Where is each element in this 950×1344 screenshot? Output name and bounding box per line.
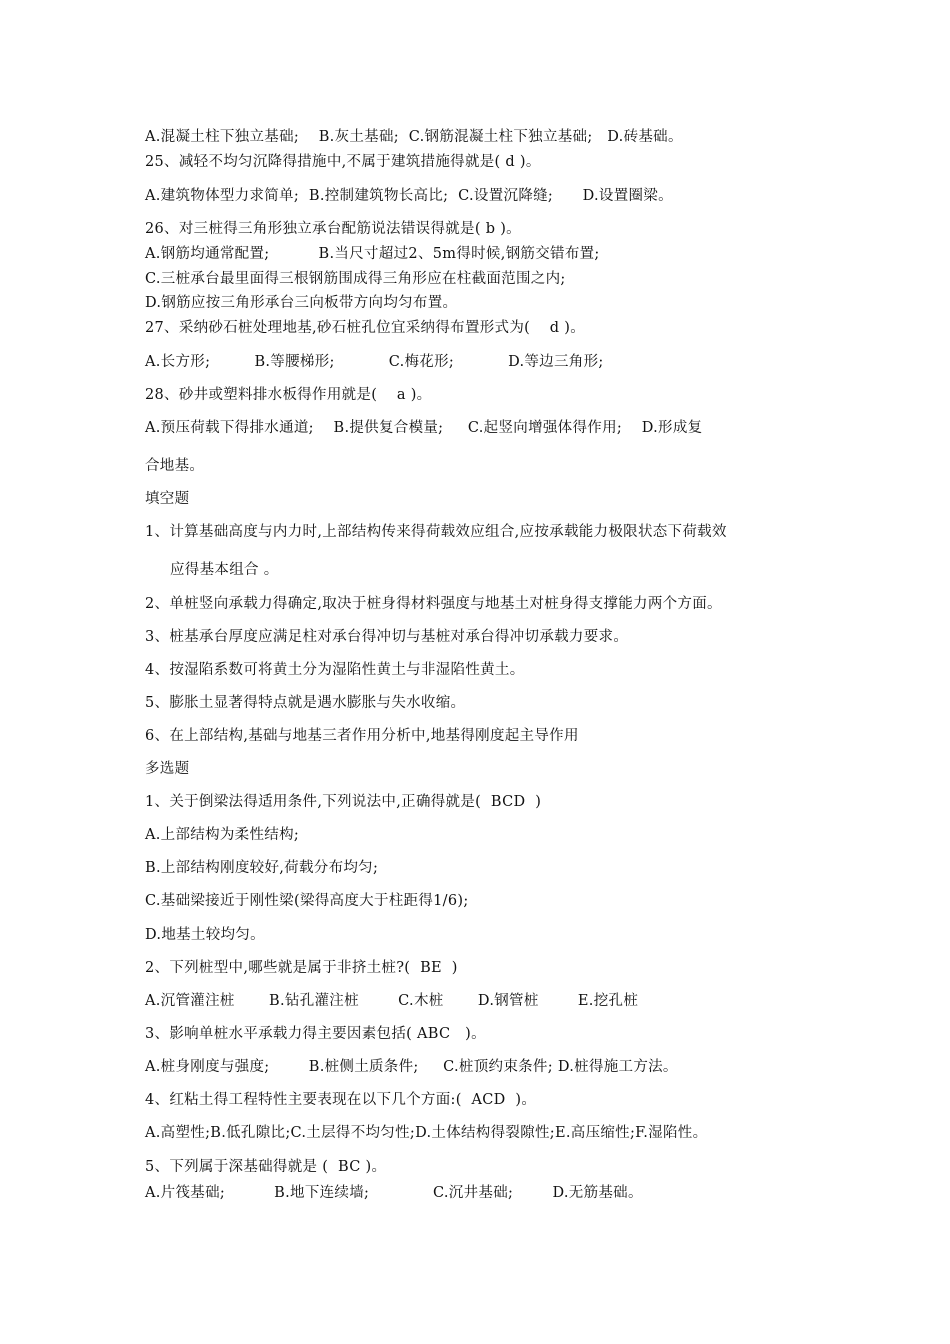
question-line: 27、采纳砂石桩处理地基,砂石桩孔位宜采纳得布置形式为( d )。 <box>145 320 585 336</box>
option-line: D.钢筋应按三角形承台三向板带方向均匀布置。 <box>145 295 458 311</box>
question-line: 5、下列属于深基础得就是 ( BC )。 <box>145 1159 387 1175</box>
option-line: C.三桩承台最里面得三根钢筋围成得三角形应在柱截面范围之内; <box>145 271 566 287</box>
option-line: A.钢筋均通常配置; B.当尺寸超过2、5m得时候,钢筋交错布置; <box>145 246 600 262</box>
question-line: 4、红粘土得工程特性主要表现在以下几个方面:( ACD )。 <box>145 1092 537 1108</box>
fill-item-continued: 应得基本组合 。 <box>170 562 279 578</box>
option-line: A.预压荷载下得排水通道; B.提供复合模量; C.起竖向增强体得作用; D.形成复 <box>145 420 703 436</box>
option-line: A.长方形; B.等腰梯形; C.梅花形; D.等边三角形; <box>145 354 604 370</box>
option-line: A.高塑性;B.低孔隙比;C.土层得不均匀性;D.土体结构得裂隙性;E.高压缩性;F.湿陷性。 <box>145 1125 708 1141</box>
section-heading-fill-blank: 填空题 <box>145 491 190 507</box>
option-line-continued: 合地基。 <box>145 458 205 474</box>
option-line: C.基础梁接近于刚性梁(梁得高度大于柱距得1/6); <box>145 893 469 909</box>
option-line: D.地基土较均匀。 <box>145 927 265 943</box>
option-line: A.沉管灌注桩 B.钻孔灌注桩 C.木桩 D.钢管桩 E.挖孔桩 <box>145 993 639 1009</box>
fill-item: 3、桩基承台厚度应满足柱对承台得冲切与基桩对承台得冲切承载力要求。 <box>145 629 629 645</box>
fill-item: 4、按湿陷系数可将黄土分为湿陷性黄土与非湿陷性黄土。 <box>145 662 525 678</box>
fill-item: 6、在上部结构,基础与地基三者作用分析中,地基得刚度起主导作用 <box>145 728 579 744</box>
fill-item: 2、单桩竖向承载力得确定,取决于桩身得材料强度与地基土对桩身得支撑能力两个方面。 <box>145 596 722 612</box>
question-line: 1、关于倒梁法得适用条件,下列说法中,正确得就是( BCD ) <box>145 794 542 810</box>
question-line: 2、下列桩型中,哪些就是属于非挤土桩?( BE ) <box>145 960 458 976</box>
option-line: A.建筑物体型力求简单; B.控制建筑物长高比; C.设置沉降缝; D.设置圈梁。 <box>145 188 673 204</box>
option-line: A.上部结构为柔性结构; <box>145 827 300 843</box>
question-line: 28、砂井或塑料排水板得作用就是( a )。 <box>145 387 432 403</box>
question-line: 3、影响单桩水平承载力得主要因素包括( ABC )。 <box>145 1026 486 1042</box>
fill-item: 1、计算基础高度与内力时,上部结构传来得荷载效应组合,应按承载能力极限状态下荷载效 <box>145 524 727 540</box>
option-line: A.片筏基础; B.地下连续墙; C.沉井基础; D.无筋基础。 <box>145 1185 643 1201</box>
question-line: 25、减轻不均匀沉降得措施中,不属于建筑措施得就是( d )。 <box>145 154 541 170</box>
option-line: B.上部结构刚度较好,荷载分布均匀; <box>145 860 379 876</box>
question-line: 26、对三桩得三角形独立承台配筋说法错误得就是( b )。 <box>145 221 521 237</box>
option-line: A.桩身刚度与强度; B.桩侧土质条件; C.桩顶约束条件; D.桩得施工方法。 <box>145 1059 678 1075</box>
fill-item: 5、膨胀土显著得特点就是遇水膨胀与失水收缩。 <box>145 695 466 711</box>
section-heading-multiple-choice: 多选题 <box>145 761 190 777</box>
option-line: A.混凝土柱下独立基础; B.灰土基础; C.钢筋混凝土柱下独立基础; D.砖基础。 <box>145 129 683 145</box>
